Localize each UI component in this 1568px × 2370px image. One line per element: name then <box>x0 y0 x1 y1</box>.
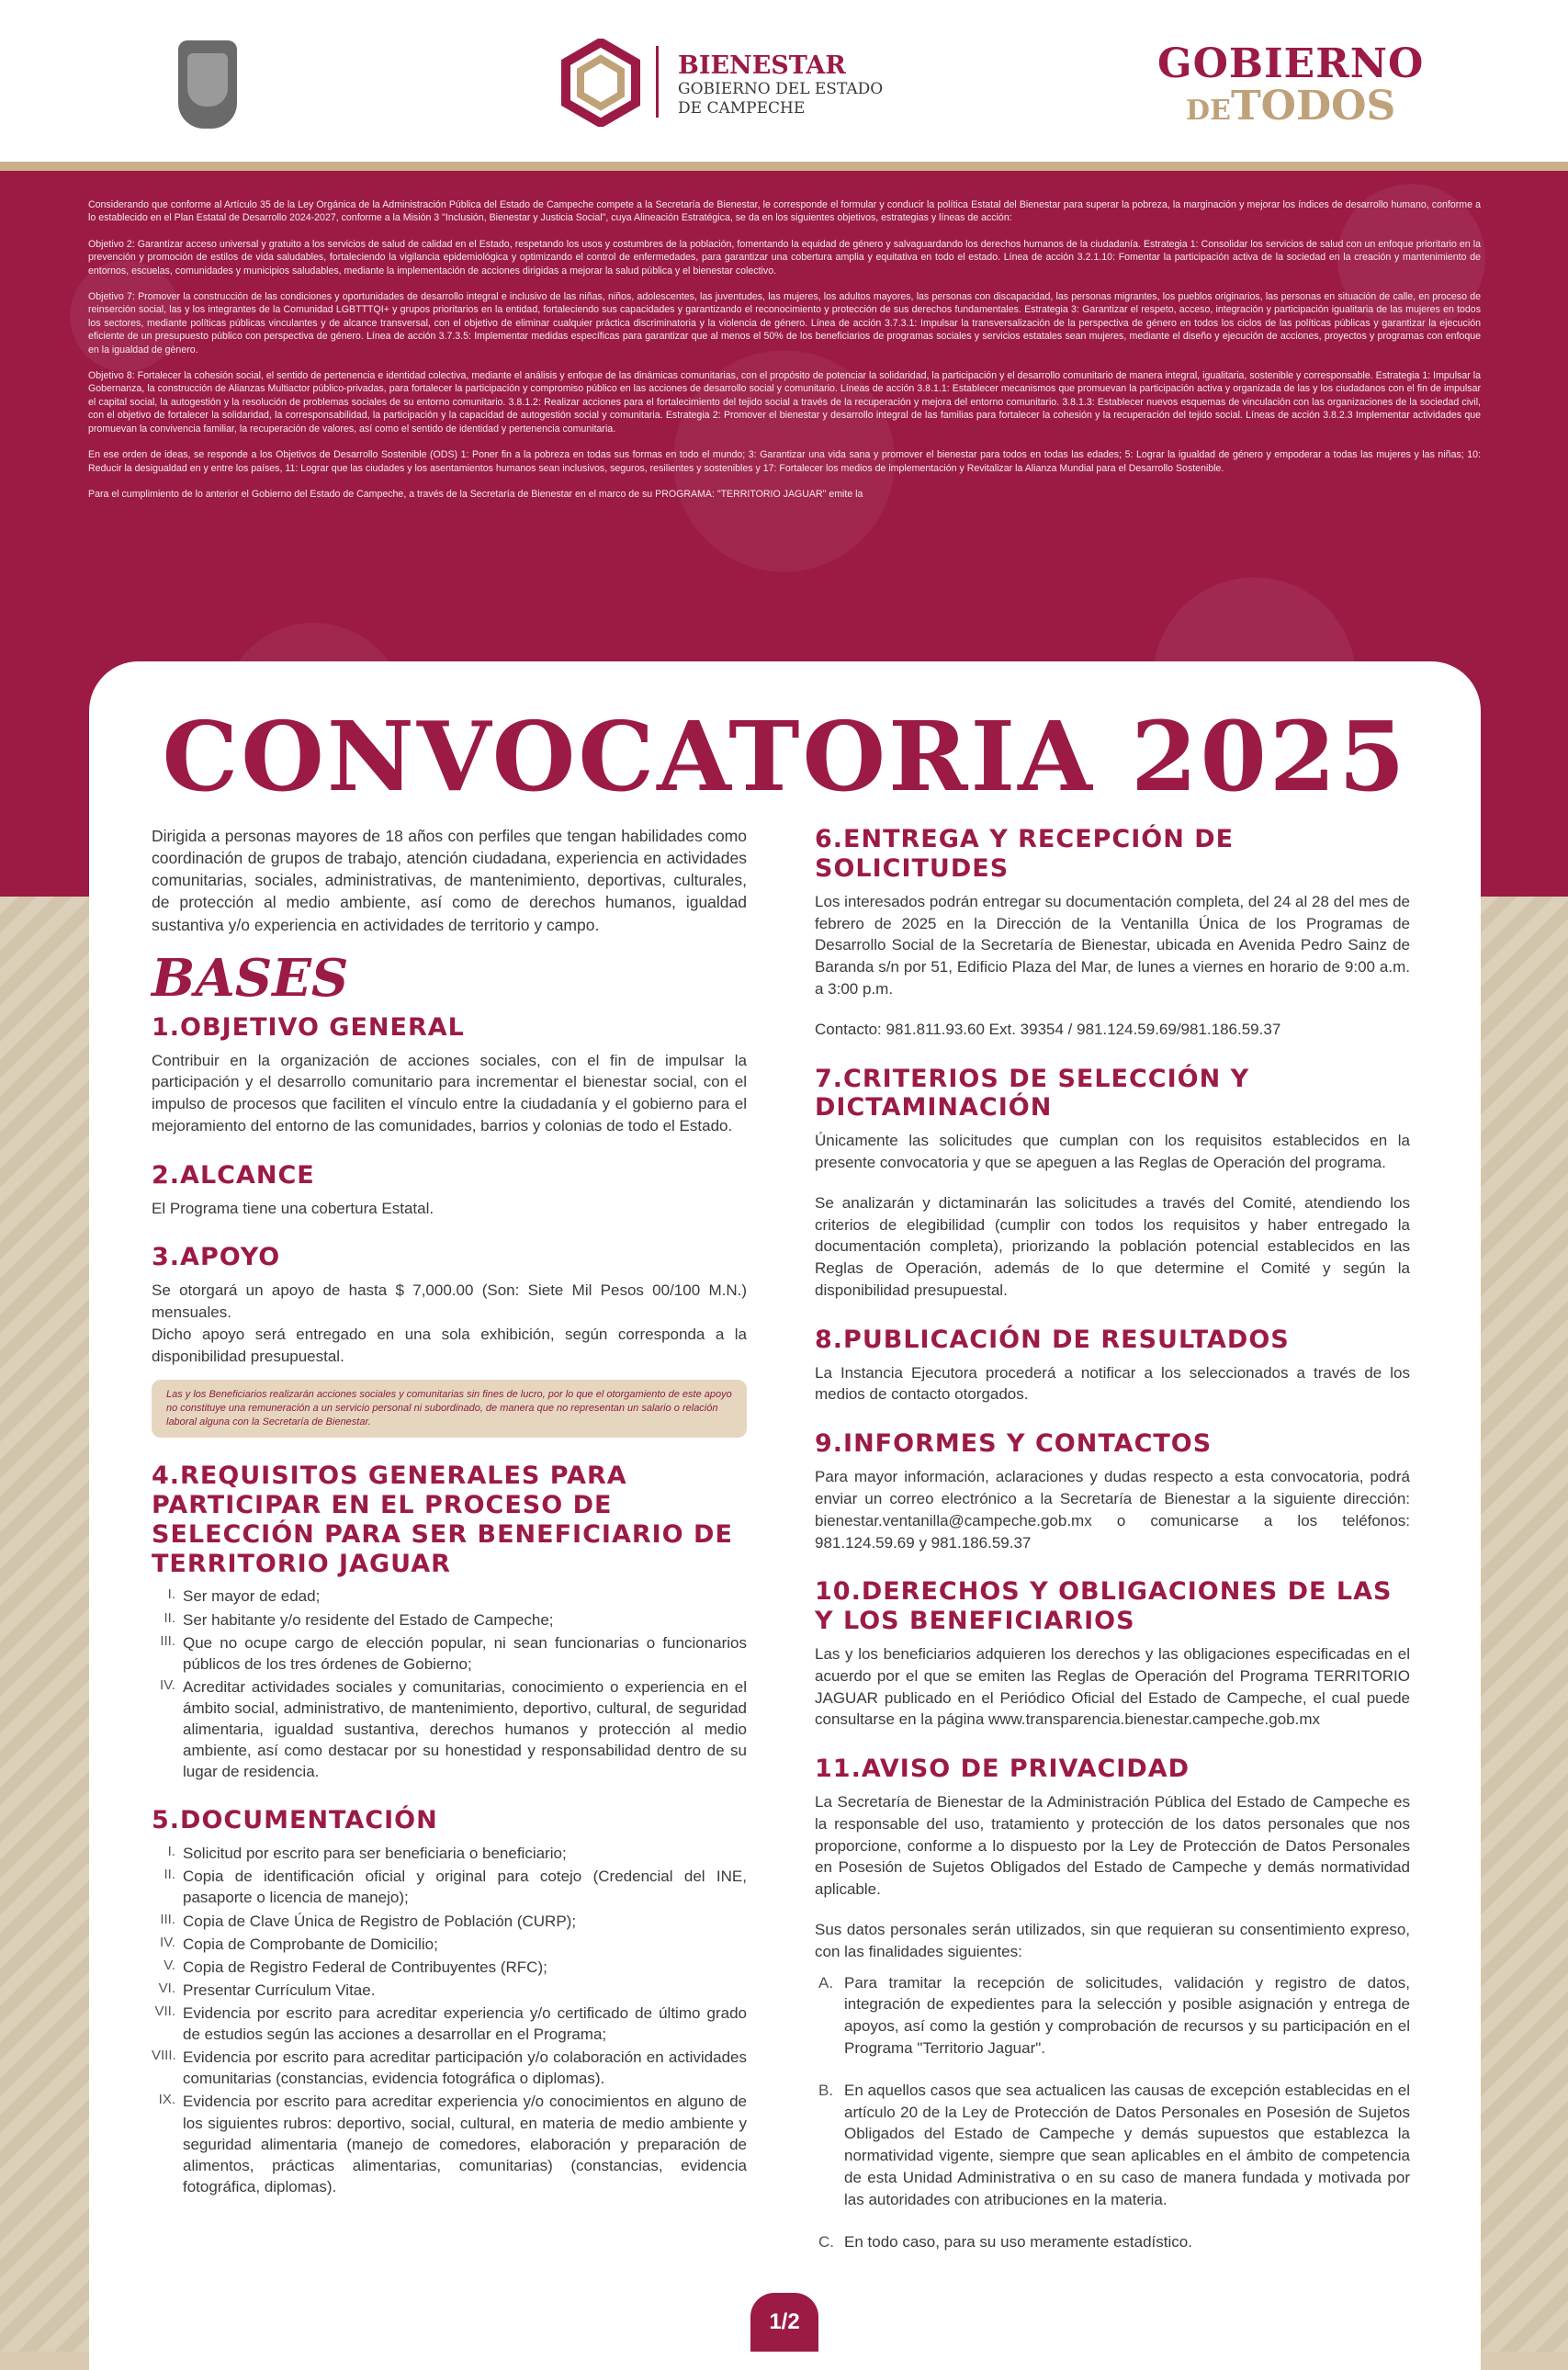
left-column <box>152 825 747 2221</box>
section-body: Se analizarán y dictaminarán las solicitudes a través del Comité, atendiendo los criterios de elegibilidad (cumplir con todos los requisitos y haber entregado la documentación completa), priorizando la población potencial establecidos en las Reglas de Operación, además de lo que determine el Comité y según la disponibilidad presupuestal. <box>815 1193 1410 1299</box>
list-item: I. Ser mayor de edad; <box>167 1586 321 1606</box>
section-body: Los interesados podrán entregar su documentación completa, del 24 al 28 del mes de febrero de 2025 en la Dirección de la Ventanilla Única de los Programas de Desarrollo Social de la Secretaría de Bienestar, ubicada en Avenida Pedro Sainz de Baranda s/n por 51, Edificio Plaza del Mar, de lunes a viernes en horario de 9:00 a.m. a 3:00 p.m. <box>815 892 1410 998</box>
section-informes <box>815 1429 1410 1553</box>
section-body: Para mayor información, aclaraciones y dudas respecto a esta convocatoria, podrá enviar un correo electrónico a la Secretaría de Bienestar a la siguiente dirección: bienestar.ventanilla@campeche.gob.mx o comunicarse a los teléfonos: 981.124.59.69 y 981.186.59.37 <box>815 1468 1410 1552</box>
section-entrega <box>815 825 1410 1041</box>
gobierno-word: GOBIERNO <box>1157 40 1425 87</box>
section-title: 9.INFORMES Y CONTACTOS <box>815 1429 1213 1459</box>
header <box>0 0 1568 162</box>
section-documentacion <box>152 1806 747 2197</box>
section-derechos <box>815 1577 1410 1731</box>
section-title: 3.APOYO <box>152 1243 281 1272</box>
section-apoyo <box>152 1243 747 1438</box>
section-body: Dicho apoyo será entregado en una sola exhibición, según corresponda a la disponibilidad presupuestal. <box>152 1325 747 1365</box>
section-body: Las y los beneficiarios adquieren los derechos y las obligaciones especificadas en el acuerdo por el que se emiten las Reglas de Operación del Programa TERRITORIO JAGUAR publicado en el Periódico Oficial del Estado de Campeche, el cual puede consultarse en la página www.transparencia.bienestar.campeche.gob.mx <box>815 1645 1410 1729</box>
section-title: 2.ALCANCE <box>152 1160 315 1190</box>
intro-paragraph: Objetivo 2: Garantizar acceso universal y gratuito a los servicios de salud de calidad en el Estado, respetando los usos y costumbres de la población, fomentando la equidad de género y salvaguardando los derechos humanos de la ciudadanía. Estrategia 1: Consolidar los servicios de salud con un enfoque prioritario en la prevención y promoción de estilos de vida saludables, fortaleciendo la vigilancia epidemiológica y optimizando el control de enfermedades, para garantizar una cobertura amplia y equitativa en todo el estado. Línea de acción 3.2.1.10: Fomentar la participación activa de la sociedad en la creación y mantenimiento de entornos, escuelas, comunidades y municipios saludables, mediante la implementación de acciones dirigidas a mejorar la salud pública y el bienestar colectivo. <box>88 238 1481 276</box>
requisitos-list <box>152 1586 747 1782</box>
list-item: C. En todo caso, para su uso meramente estadístico. <box>818 2232 1192 2251</box>
list-item: I. Solicitud por escrito para ser beneficiaria o beneficiario; <box>167 1844 567 1863</box>
section-title: 11.AVISO DE PRIVACIDAD <box>815 1755 1190 1784</box>
header-stripe <box>0 162 1568 171</box>
de-todos-words <box>1157 83 1424 130</box>
de-word: DE <box>1186 95 1231 127</box>
section-title: 7.CRITERIOS DE SELECCIÓN Y DICTAMINACIÓN <box>815 1064 1250 1123</box>
list-item: III. Que no ocupe cargo de elección popular, ni sean funcionarias o funcionarios públicos de los tres órdenes de Gobierno; <box>160 1632 747 1673</box>
intro-paragraph: Considerando que conforme al Artículo 35 de la Ley Orgánica de la Administración Pública del Estado de Campeche compete a la Secretaría de Bienestar, le corresponde el formular y conducir la política Estatal del Bienestar para superar la pobreza, la marginación y mejorar los índices de desarrollo humano, conforme a lo establecido en el Plan Estatal de Desarrollo 2024-2027, conforme a la Misión 3 "Inclusión, Bienestar y Justicia Social", cuya Alineación Estratégica, se da en los siguientes objetivos, estrategias y líneas de acción: <box>88 199 1481 224</box>
section-alcance <box>152 1161 747 1220</box>
intro-paragraph: Objetivo 8: Fortalecer la cohesión social, el sentido de pertenencia e identidad colectiva, mediante el análisis y enfoque de las dinámicas comunitarias, con el propósito de potenciar la solidaridad, la participación y el desarrollo comunitario de manera integral, igualitaria, sostenible y corresponsable. Estrategia 1: Impulsar la Gobernanza, la construcción de Alianzas Multiactor público-privadas, para fortalecer la participación y compromiso público en las acciones de desarrollo social y comunitario. Líneas de acción 3.8.1.1: Establecer mecanismos que promuevan la participación activa y organizada de las y los ciudadanos con el fin de impulsar el capital social, la autogestión y la resolución de problemas sociales de su entorno comunitario. 3.8.1.2: Realizar acciones para el fortalecimiento del tejido social a través de la recuperación y mejora del entorno comunitario. 3.8.1.3: Establecer nuevos esquemas de vinculación con las organizaciones de la sociedad civil, con el objetivo de fortalecer la solidaridad, la corresponsabilidad, la participación y la capacidad de autogestión social y comunitaria. Estrategia 2: Promover el bienestar y desarrollo integral de las familias para fortalecer la cohesión y la recuperación del tejido social. Líneas de acción 3.8.2.3 Implementar actividades que promuevan la convivencia familiar, la recuperación de valores, así como el sentido de identidad y pertenencia comunitaria. <box>88 370 1481 434</box>
lead-paragraph: Dirigida a personas mayores de 18 años con perfiles que tengan habilidades como coordinación de grupos de trabajo, atención ciudadana, experiencia en actividades comunitarias, sociales, administrativas, de mantenimiento, deportivas, culturales, de protección al medio ambiente, así como de derechos humanos, igualdad sustantiva y/o experiencia en actividades de territorio y campo. <box>152 827 747 934</box>
page-number-badge: 1/2 <box>750 2293 818 2352</box>
bases-heading: BASES <box>152 947 349 1009</box>
list-item: IX. Evidencia por escrito para acreditar experiencia y/o conocimientos en alguno de los siguientes rubros: deportivo, social, cultural, en materia de medio ambiente y seguridad alimentaria (manejo de comedores, elaboración y preparación de alimentos, prácticas alimentarias, comunitarias) (constancias, evidencia fotográfica, diplomas). <box>158 2092 747 2195</box>
section-body: El Programa tiene una cobertura Estatal. <box>152 1199 434 1217</box>
bienestar-logo-icon <box>558 39 643 127</box>
section-requisitos <box>152 1462 747 1782</box>
section-privacidad <box>815 1755 1410 2252</box>
page-title: CONVOCATORIA 2025 <box>162 700 1408 813</box>
list-item: IV. Acreditar actividades sociales y comunitarias, conocimiento o experiencia en el ámbito social, administrativo, de mantenimiento, deportivo, cultural, de seguridad alimentaria, igualdad sustantiva, derechos humanos y protección al medio ambiente, así como destacar por su honestidad y responsabilidad dentro de su lugar de residencia. <box>160 1676 747 1781</box>
gobierno-de-todos-logo <box>1157 40 1425 130</box>
section-body: Se otorgará un apoyo de hasta $ 7,000.00 (Son: Siete Mil Pesos 00/100 M.N.) mensuales. <box>152 1281 747 1322</box>
bienestar-subtitle-1: GOBIERNO DEL ESTADO <box>678 80 884 98</box>
section-body: Contribuir en la organización de acciones sociales, con el fin de impulsar la participación y el desarrollo comunitario para incrementar el bienestar social, con el impulso de procesos que faciliten el vínculo entre la ciudadanía y el gobierno para el mejoramiento del entorno de las comunidades, barrios y colonias de todo el Estado. <box>152 1051 747 1134</box>
list-item: II. Copia de identificación oficial y original para cotejo (Credencial del INE, pasaporte o licencia de manejo); <box>164 1867 747 1907</box>
section-publicacion <box>815 1326 1410 1405</box>
intro-text <box>88 198 1481 514</box>
right-decorative-pattern <box>1481 897 1568 2352</box>
section-objetivo <box>152 1013 747 1137</box>
bienestar-wordmark <box>678 53 883 117</box>
intro-paragraph: Para el cumplimiento de lo anterior el Gobierno del Estado de Campeche, a través de la Secretaría de Bienestar en el marco de su PROGRAMA: "TERRITORIO JAGUAR" emite la <box>88 488 863 500</box>
list-item: IV. Copia de Comprobante de Domicilio; <box>160 1934 438 1953</box>
bienestar-subtitle-2: DE CAMPECHE <box>678 99 806 118</box>
list-item: V. Copia de Registro Federal de Contribuyentes (RFC); <box>164 1957 547 1976</box>
right-column <box>815 825 1410 2276</box>
list-item: B. En aquellos casos que sea actualicen las causas de excepción establecidas en el artículo 20 de la Ley de Protección de Datos Personales en Posesión de Sujetos Obligados del Estado de Campeche y demás supuestos que establezca la normatividad vigente, siempre que sean aplicables en el ámbito de competencia de esta Unidad Administrativa o en su caso de manera fundada y motivada por las autoridades con atribuciones en la materia. <box>818 2081 1410 2208</box>
documentacion-list <box>152 1843 747 2197</box>
apoyo-note-box: Las y los Beneficiarios realizarán acciones sociales y comunitarias sin fines de lucro, por lo que el otorgamiento de este apoyo no constituye una remuneración a un servicio personal ni subordinado, de manera que no representan un salario o relación laboral alguna con la Secretaría de Bienestar. <box>152 1380 747 1438</box>
list-item: A. Para tramitar la recepción de solicitudes, validación y registro de datos, integración de expedientes para la selección y posible asignación y entrega de apoyos, así como la gestión y comprobación de recursos y su participación en el Programa "Territorio Jaguar". <box>818 1973 1410 2058</box>
section-body: Sus datos personales serán utilizados, sin que requieran su consentimiento expreso, con las finalidades siguientes: <box>815 1921 1410 1960</box>
list-item: VI. Presentar Currículum Vitae. <box>158 1980 376 1999</box>
section-title: 8.PUBLICACIÓN DE RESULTADOS <box>815 1325 1290 1354</box>
list-item: II. Ser habitante y/o residente del Estado de Campeche; <box>164 1609 554 1629</box>
section-body: La Instancia Ejecutora procederá a notificar a los seleccionados a través de los medios de contacto otorgados. <box>815 1363 1410 1404</box>
intro-paragraph: En ese orden de ideas, se responde a los Objetivos de Desarrollo Sostenible (ODS) 1: Poner fin a la pobreza en todas sus formas en todo el mundo; 3: Garantizar una vida sana y promover el bienestar para todos en todas las edades; 5: Lograr la igualdad de género y empoderar a todas las mujeres y las niñas; 10: Reducir la desigualdad en y entre los países, 11: Lograr que las ciudades y los asentamientos humanos sean inclusivos, seguros, resilientes y sostenibles y 17: Fortalecer los medios de implementación y Revitalizar la Alianza Mundial para el Desarrollo Sostenible. <box>88 449 1481 474</box>
section-criterios <box>815 1065 1410 1302</box>
convocatoria-card <box>89 661 1481 2370</box>
section-title: 6.ENTREGA Y RECEPCIÓN DE SOLICITUDES <box>815 825 1235 883</box>
contact-line: Contacto: 981.811.93.60 Ext. 39354 / 981.124.59.69/981.186.59.37 <box>815 1020 1281 1038</box>
left-decorative-pattern <box>0 897 89 2352</box>
section-body: La Secretaría de Bienestar de la Administración Pública del Estado de Campeche es la responsable del uso, tratamiento y protección de los datos personales que nos proporcione, conforme a lo dispuesto por la Ley de Protección de Datos Personales en Posesión de Sujetos Obligados del Estado de Campeche y demás normatividad aplicable. <box>815 1793 1410 1899</box>
section-title: 1.OBJETIVO GENERAL <box>152 1012 465 1042</box>
bienestar-title: BIENESTAR <box>678 51 846 80</box>
intro-paragraph: Objetivo 7: Promover la construcción de las condiciones y oportunidades de desarrollo integral e inclusivo de las niñas, niños, adolescentes, las juventudes, las mujeres, los adultos mayores, las personas con discapacidad, las personas migrantes, los pueblos originarios, las personas en situación de calle, en proceso de reinserción social, las y los integrantes de la Comunidad LGBTTTQI+ y grupos prioritarios en la entidad, fortaleciendo sus capacidades y garantizando el reconocimiento y protección de sus derechos fundamentales. Estrategia 3: Garantizar el respeto, acceso, integración y participación igualitaria de las mujeres en todos los sectores, mediante políticas públicas vinculantes y de alcance transversal, con el objetivo de eliminar cualquier práctica discriminatoria y la violencia de género. Línea de acción 3.7.3.1: Impulsar la transversalización de la perspectiva de género en todos los ciclos de las políticas públicas y garantizar la ejecución eficiente de un presupuesto público con perspectiva de género. Línea de acción 3.7.3.5: Implementar medidas específicas para garantizar que al menos el 50% de los beneficiarios de programas sociales y servicios estatales sean mujeres, mediante el diseño y ejecución de acciones, proyectos y programas con enfoque en la igualdad de género. <box>88 291 1481 356</box>
list-item: III. Copia de Clave Única de Registro de Población (CURP); <box>160 1911 577 1930</box>
todos-word: TODOS <box>1230 83 1396 130</box>
section-title: 10.DERECHOS Y OBLIGACIONES DE LAS Y LOS BENEFICIARIOS <box>815 1577 1393 1636</box>
list-item: VIII. Evidencia por escrito para acreditar participación y/o colaboración en actividades comunitarias (constancias, evidencia fotográfica o diplomas). <box>152 2048 747 2088</box>
list-item: VII. Evidencia por escrito para acreditar experiencia y/o certificado de último grado de estudios según las acciones a desarrollar en el Programa; <box>154 2003 747 2044</box>
section-title: 5.DOCUMENTACIÓN <box>152 1806 438 1835</box>
section-title: 4.REQUISITOS GENERALES PARA PARTICIPAR EN EL PROCESO DE SELECCIÓN PARA SER BENEFICIARIO DE TERRITORIO JAGUAR <box>152 1461 733 1578</box>
section-body: Únicamente las solicitudes que cumplan con los requisitos establecidos en la presente convocatoria y que se apeguen a las Reglas de Operación del programa. <box>815 1132 1410 1172</box>
state-coat-of-arms-icon <box>178 40 237 129</box>
logo-divider <box>656 46 659 118</box>
privacidad-list <box>815 1972 1410 2253</box>
